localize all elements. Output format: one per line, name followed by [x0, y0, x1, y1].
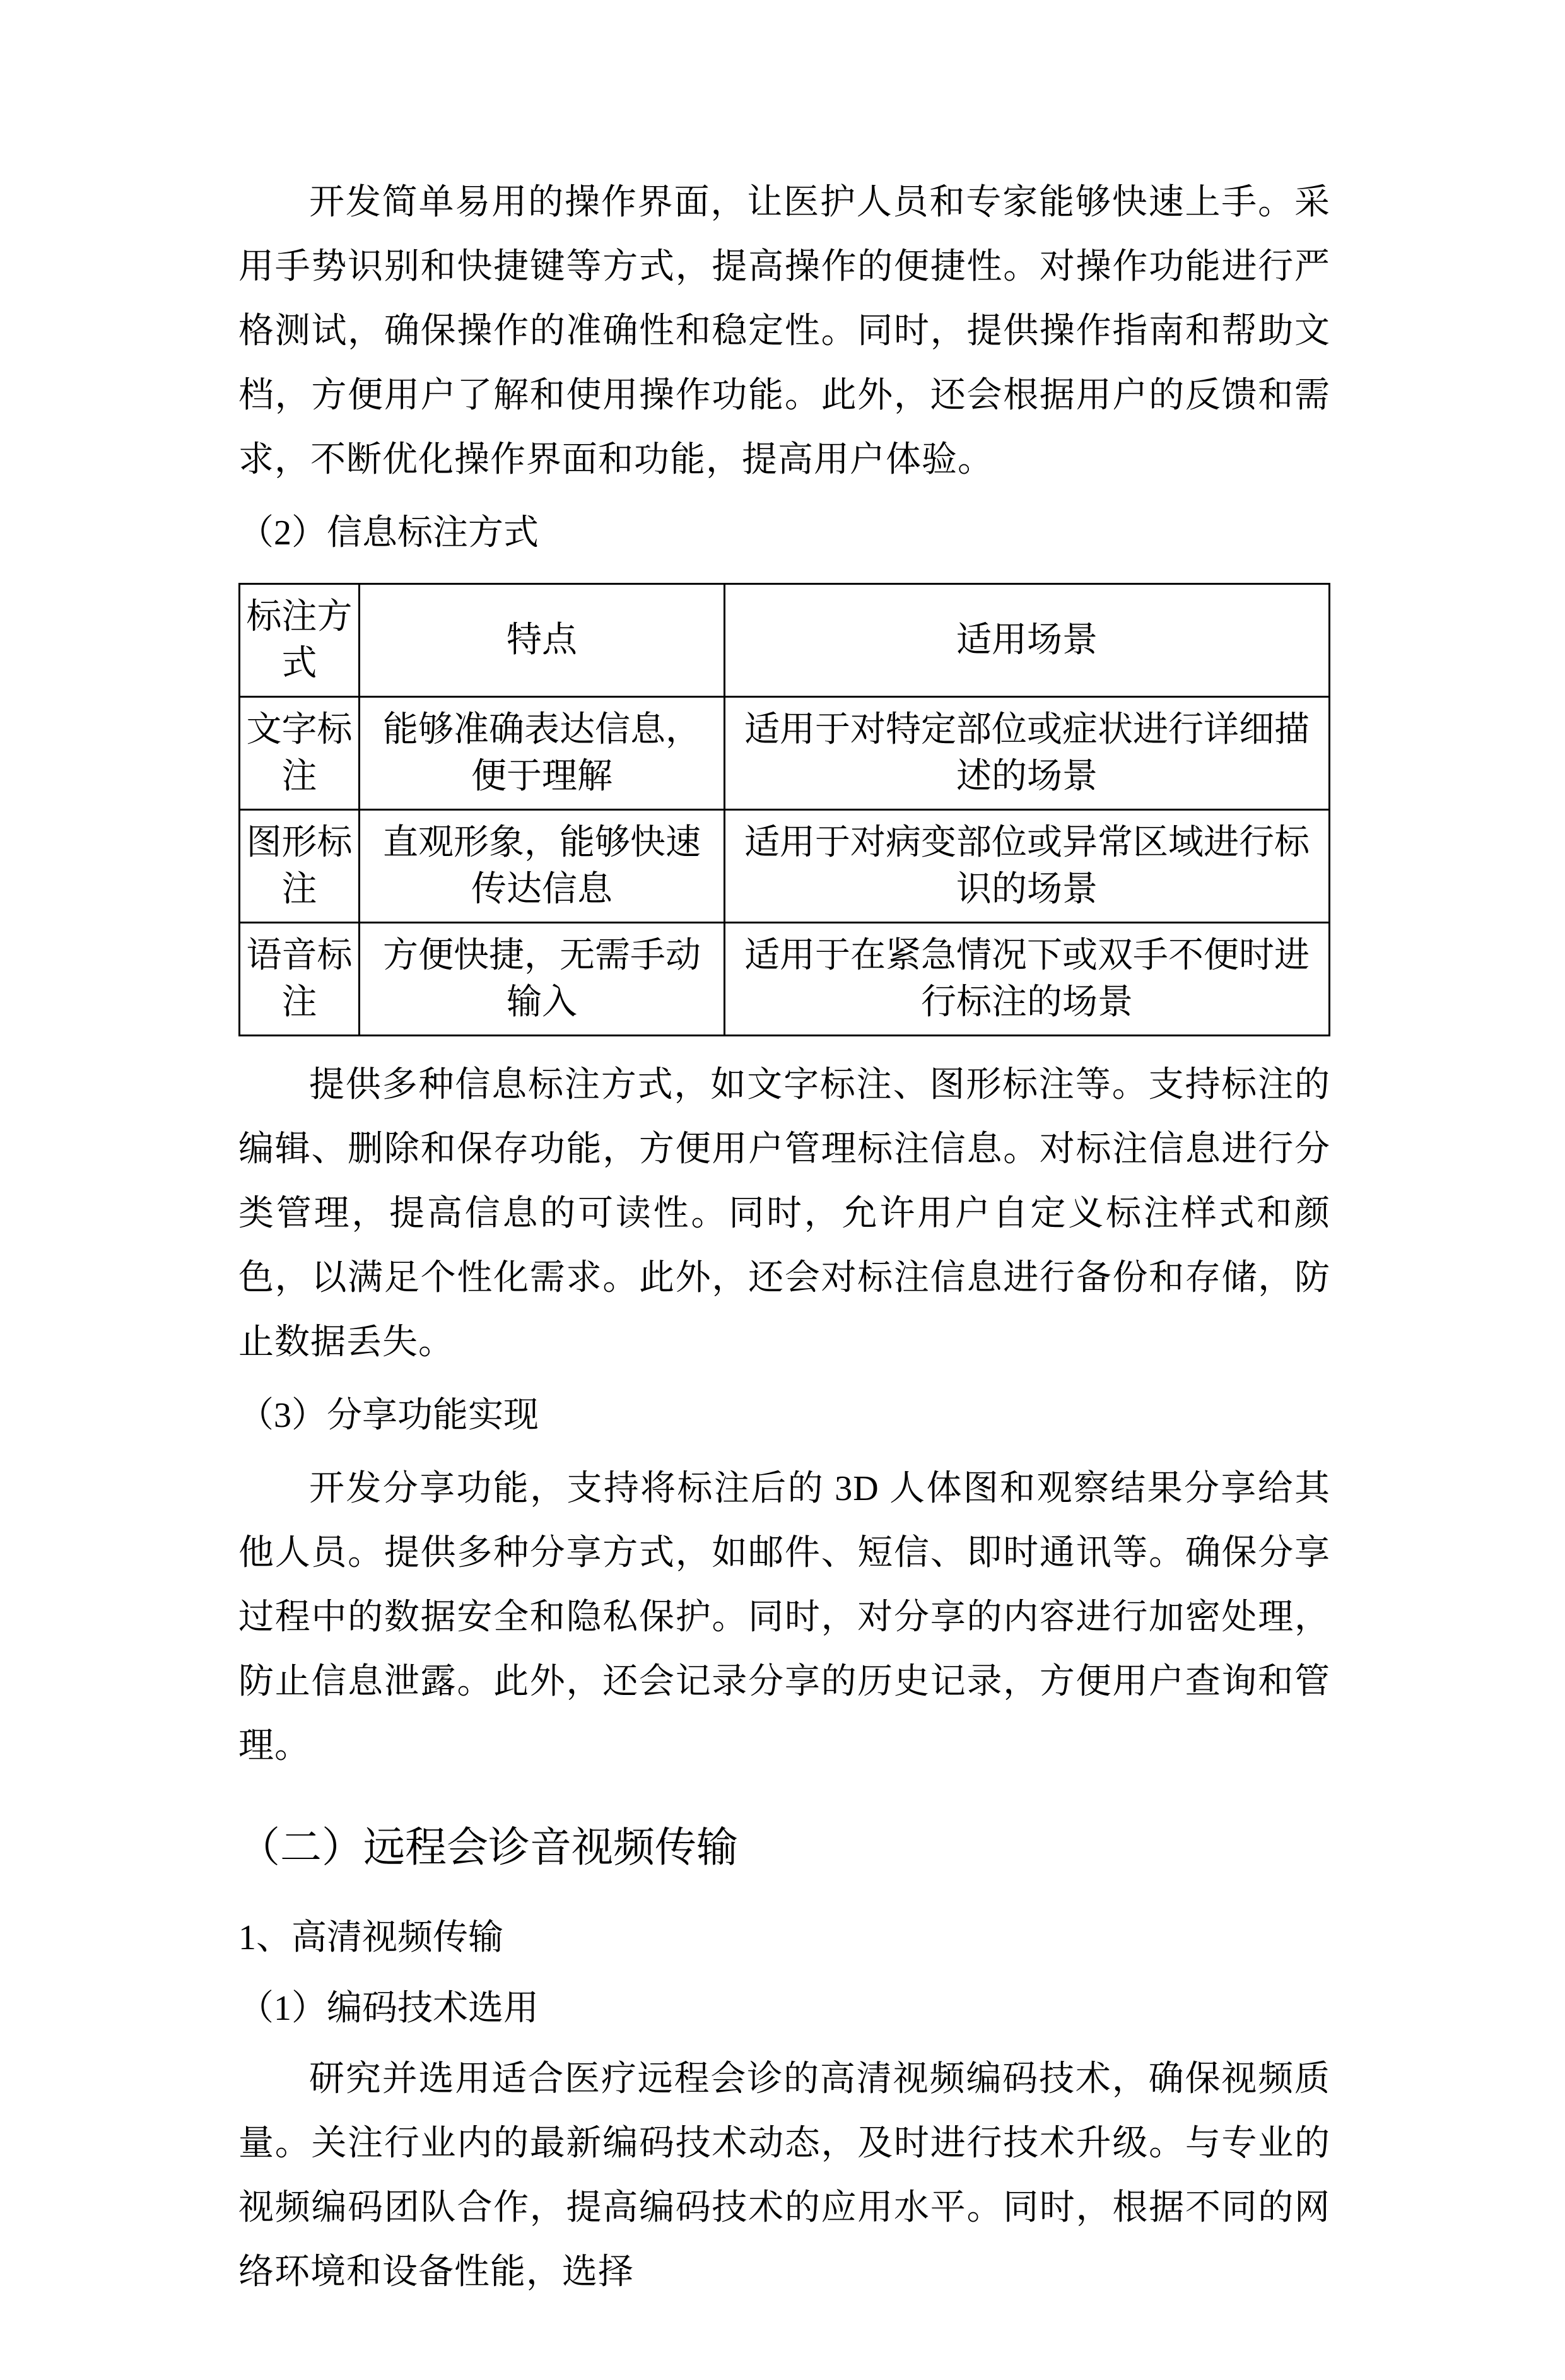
table-header-row — [240, 584, 1330, 697]
table-cell: 语音标注 — [240, 923, 360, 1036]
paragraph-annotation-detail: 提供多种信息标注方式，如文字标注、图形标注等。支持标注的编辑、删除和保存功能，方便用户管理标注信息。对标注信息进行分类管理，提高信息的可读性。同时，允许用户自定义标注样式和颜色，以满足个性化需求。此外，还会对标注信息进行备份和存储，防止数据丢失。 — [238, 1065, 1330, 1362]
annotation-method-table — [238, 583, 1330, 1036]
table-cell: 适用于对特定部位或症状进行详细描述的场景 — [724, 697, 1329, 810]
paragraph-encoding-detail: 研究并选用适合医疗远程会诊的高清视频编码技术，确保视频质量。关注行业内的最新编码技术动态，及时进行技术升级。与专业的视频编码团队合作，提高编码技术的应用水平。同时，根据不同的网络环境和设备性能，选择 — [238, 2060, 1330, 2292]
table-cell: 能够准确表达信息，便于理解 — [360, 697, 725, 810]
table-row — [240, 810, 1330, 923]
heading-annotation-method: （2）信息标注方式 — [238, 513, 539, 553]
heading-section-remote-consultation: （二）远程会诊音视频传输 — [238, 1825, 738, 1871]
table-header-cell-feature: 特点 — [360, 584, 725, 697]
heading-share-function: （3）分享功能实现 — [238, 1396, 539, 1435]
table-cell: 图形标注 — [240, 810, 360, 923]
table-cell: 直观形象，能够快速传达信息 — [360, 810, 725, 923]
table-cell: 方便快捷，无需手动输入 — [360, 923, 725, 1036]
table-cell: 文字标注 — [240, 697, 360, 810]
heading-encoding-selection: （1）编码技术选用 — [238, 1989, 539, 2028]
table-header-cell-scenario: 适用场景 — [724, 584, 1329, 697]
table-cell: 适用于在紧急情况下或双手不便时进行标注的场景 — [724, 923, 1329, 1036]
table-header-cell-method: 标注方式 — [240, 584, 360, 697]
paragraph-share-detail: 开发分享功能，支持将标注后的 3D 人体图和观察结果分享给其他人员。提供多种分享方式，如邮件、短信、即时通讯等。确保分享过程中的数据安全和隐私保护。同时，对分享的内容进行加密处理，防止信息泄露。此外，还会记录分享的历史记录，方便用户查询和管理。 — [238, 1469, 1330, 1766]
paragraph-ui-operation: 开发简单易用的操作界面，让医护人员和专家能够快速上手。采用手势识别和快捷键等方式，提高操作的便捷性。对操作功能进行严格测试，确保操作的准确性和稳定性。同时，提供操作指南和帮助文档，方便用户了解和使用操作功能。此外，还会根据用户的反馈和需求，不断优化操作界面和功能，提高用户体验。 — [238, 183, 1330, 479]
heading-hd-video-transmission: 1、高清视频传输 — [238, 1918, 503, 1957]
table-row — [240, 697, 1330, 810]
table-cell: 适用于对病变部位或异常区域进行标识的场景 — [724, 810, 1329, 923]
table-row — [240, 923, 1330, 1036]
